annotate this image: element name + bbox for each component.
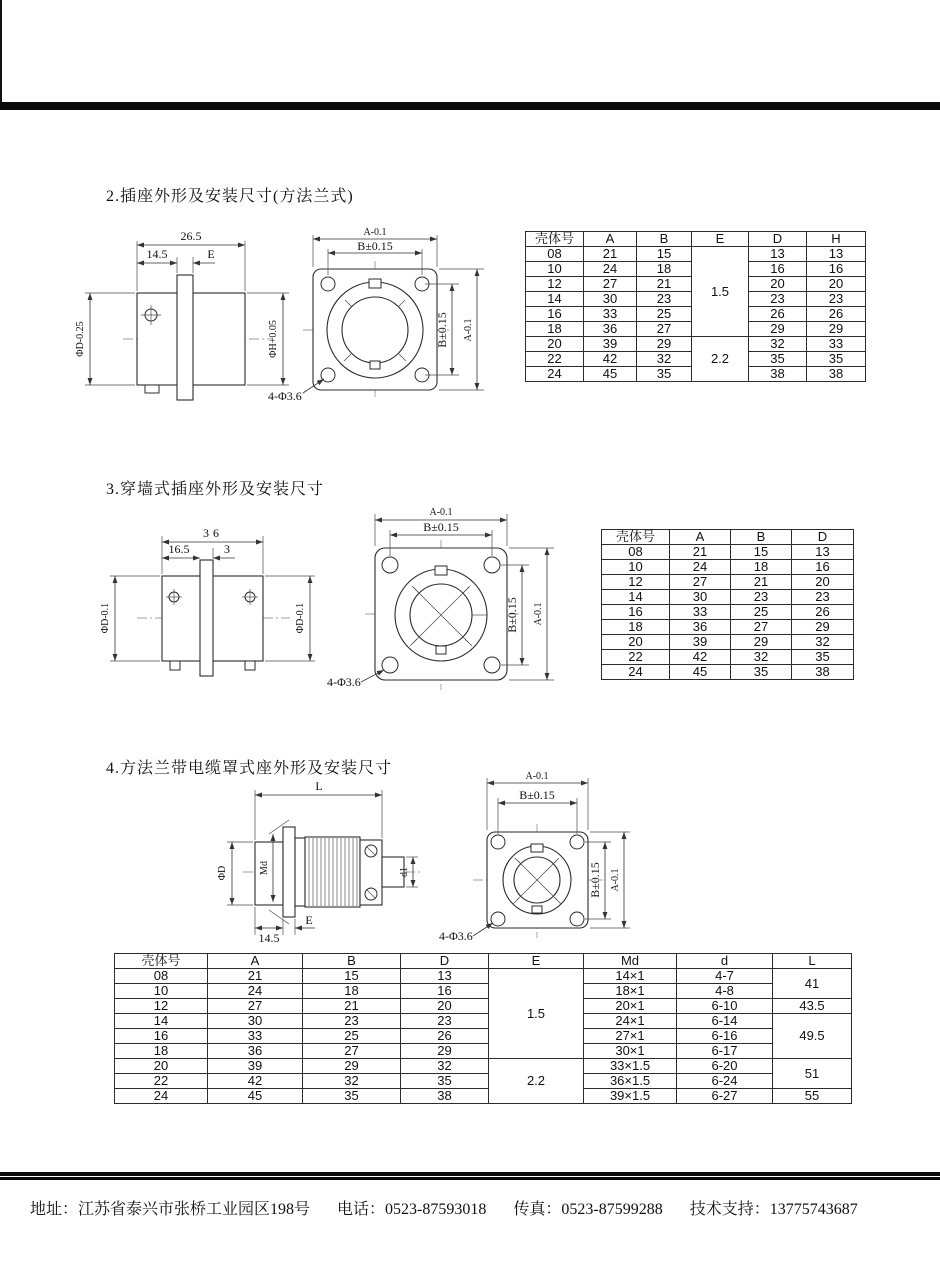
dim-label-a-side: A-0.1 — [463, 318, 474, 342]
table-cell: 23 — [807, 292, 866, 307]
table-cell: 25 — [731, 605, 792, 620]
section-title-wall-socket: 3.穿墙式插座外形及安装尺寸 — [106, 481, 325, 498]
table-header-cell: D — [792, 530, 854, 545]
table-header-cell: Md — [584, 954, 677, 969]
table-cell: 35 — [637, 367, 692, 382]
table-cell: 24 — [670, 560, 731, 575]
table-cell: 27 — [637, 322, 692, 337]
table-header-cell: E — [489, 954, 584, 969]
table-cell: 45 — [208, 1089, 303, 1104]
wall-socket-dimension-table — [601, 529, 854, 680]
table-cell: 36 — [208, 1044, 303, 1059]
cable-clamp-drawing — [215, 770, 665, 952]
table-cell: 23 — [303, 1014, 401, 1029]
table-cell: 29 — [401, 1044, 489, 1059]
table-cell: 16 — [602, 605, 670, 620]
table-cell: 24 — [584, 262, 637, 277]
table-header-cell: D — [749, 232, 807, 247]
table-cell: 16 — [792, 560, 854, 575]
table-cell: 32 — [303, 1074, 401, 1089]
footer-address: 地址：江苏省泰兴市张桥工业园区198号 — [30, 1201, 311, 1218]
table-cell: 22 — [602, 650, 670, 665]
table-cell: 2.2 — [489, 1059, 584, 1104]
table-cell: 20 — [401, 999, 489, 1014]
table-cell: 14 — [526, 292, 584, 307]
table-cell: 32 — [749, 337, 807, 352]
dim-label-b-side: B±0.15 — [588, 862, 602, 898]
table-cell: 13 — [749, 247, 807, 262]
table-header-cell: d — [677, 954, 773, 969]
table-cell: 33×1.5 — [584, 1059, 677, 1074]
table-cell: 13 — [401, 969, 489, 984]
table-cell: 32 — [731, 650, 792, 665]
front-view — [327, 507, 554, 690]
table-cell: 15 — [731, 545, 792, 560]
table-cell: 24 — [208, 984, 303, 999]
table-cell: 23 — [749, 292, 807, 307]
table-cell: 35 — [807, 352, 866, 367]
dim-label-thread: Md — [259, 861, 270, 875]
table-cell: 27 — [670, 575, 731, 590]
table-cell: 10 — [115, 984, 208, 999]
table-cell: 27 — [731, 620, 792, 635]
table-cell: 18 — [637, 262, 692, 277]
dim-label-b-top: B±0.15 — [423, 520, 459, 534]
table-cell: 38 — [807, 367, 866, 382]
dim-label-b-top: B±0.15 — [519, 788, 555, 802]
table-cell: 21 — [731, 575, 792, 590]
dim-label-shell-dia-right: ΦD-0.1 — [295, 602, 306, 634]
table-cell: 1.5 — [692, 247, 749, 337]
table-cell: 20×1 — [584, 999, 677, 1014]
table-cell: 6-20 — [677, 1059, 773, 1074]
table-cell: 24 — [526, 367, 584, 382]
table-header-cell: 壳体号 — [602, 530, 670, 545]
flange-socket-drawing — [75, 215, 515, 420]
table-cell: 6-24 — [677, 1074, 773, 1089]
table-header-cell: B — [637, 232, 692, 247]
table-cell: 51 — [773, 1059, 852, 1089]
table-cell: 13 — [807, 247, 866, 262]
table-cell: 23 — [792, 590, 854, 605]
table-cell: 39×1.5 — [584, 1089, 677, 1104]
table-cell: 26 — [792, 605, 854, 620]
footer-fax: 传真：0523-87599288 — [513, 1201, 663, 1218]
table-cell: 30×1 — [584, 1044, 677, 1059]
front-view — [439, 771, 630, 943]
table-cell: 21 — [303, 999, 401, 1014]
dim-label-b-side: B±0.15 — [505, 597, 519, 633]
table-cell: 16 — [401, 984, 489, 999]
table-cell: 35 — [303, 1089, 401, 1104]
table-cell: 32 — [637, 352, 692, 367]
side-view — [75, 229, 289, 400]
table-cell: 6-16 — [677, 1029, 773, 1044]
flange-socket-dimension-table — [525, 231, 866, 382]
table-cell: 14 — [115, 1014, 208, 1029]
table-cell: 6-17 — [677, 1044, 773, 1059]
table-cell: 14 — [602, 590, 670, 605]
table-cell: 20 — [792, 575, 854, 590]
table-cell: 42 — [584, 352, 637, 367]
table-cell: 29 — [637, 337, 692, 352]
table-cell: 35 — [401, 1074, 489, 1089]
table-cell: 18 — [526, 322, 584, 337]
table-cell: 23 — [637, 292, 692, 307]
table-cell: 1.5 — [489, 969, 584, 1059]
dim-label-a-side: A-0.1 — [610, 868, 621, 892]
table-header-cell: B — [303, 954, 401, 969]
table-cell: 32 — [792, 635, 854, 650]
table-cell: 26 — [749, 307, 807, 322]
table-cell: 22 — [526, 352, 584, 367]
table-cell: 29 — [792, 620, 854, 635]
table-cell: 21 — [670, 545, 731, 560]
table-cell: 27 — [208, 999, 303, 1014]
section-title-flange-socket: 2.插座外形及安装尺寸(方法兰式) — [106, 188, 354, 205]
table-cell: 24×1 — [584, 1014, 677, 1029]
table-cell: 20 — [749, 277, 807, 292]
table-cell: 16 — [749, 262, 807, 277]
table-cell: 12 — [526, 277, 584, 292]
table-cell: 42 — [670, 650, 731, 665]
table-header-cell: B — [731, 530, 792, 545]
front-view — [268, 227, 484, 403]
table-cell: 18 — [115, 1044, 208, 1059]
table-cell: 15 — [303, 969, 401, 984]
dim-label-flange-offset: 14.5 — [146, 247, 168, 261]
bottom-rule — [0, 1172, 940, 1180]
dim-label-b-top: B±0.15 — [357, 239, 393, 253]
table-cell: 33 — [670, 605, 731, 620]
table-header-cell: 壳体号 — [115, 954, 208, 969]
table-cell: 6-27 — [677, 1089, 773, 1104]
table-cell: 16 — [807, 262, 866, 277]
table-cell: 33 — [584, 307, 637, 322]
table-cell: 33 — [208, 1029, 303, 1044]
table-cell: 08 — [526, 247, 584, 262]
table-cell: 23 — [401, 1014, 489, 1029]
table-cell: 08 — [115, 969, 208, 984]
side-view — [217, 779, 420, 945]
table-cell: 27 — [303, 1044, 401, 1059]
table-cell: 6-14 — [677, 1014, 773, 1029]
dim-label-shell-dia-left: ΦD-0.1 — [100, 602, 111, 634]
dim-label-mid-offset: 3 — [224, 542, 230, 556]
top-rule — [0, 102, 940, 110]
table-cell: 39 — [584, 337, 637, 352]
dim-label-cable-dia: d1 — [399, 867, 410, 877]
table-cell: 16 — [526, 307, 584, 322]
dim-label-a-top: A-0.1 — [429, 507, 453, 518]
table-cell: 21 — [637, 277, 692, 292]
table-cell: 49.5 — [773, 1014, 852, 1059]
table-cell: 20 — [807, 277, 866, 292]
table-cell: 16 — [115, 1029, 208, 1044]
table-cell: 29 — [731, 635, 792, 650]
table-cell: 35 — [792, 650, 854, 665]
dim-label-mount-holes: 4-Φ3.6 — [268, 389, 302, 403]
cable-clamp-dimension-table — [114, 953, 852, 1104]
dimension-table — [114, 953, 852, 1104]
table-cell: 30 — [208, 1014, 303, 1029]
table-header-cell: A — [670, 530, 731, 545]
table-cell: 42 — [208, 1074, 303, 1089]
table-cell: 38 — [749, 367, 807, 382]
table-cell: 29 — [807, 322, 866, 337]
table-cell: 35 — [731, 665, 792, 680]
table-cell: 25 — [303, 1029, 401, 1044]
table-header-cell: A — [208, 954, 303, 969]
dim-label-flange-e: E — [305, 913, 313, 927]
dim-label-a-side: A-0.1 — [533, 602, 544, 626]
wall-socket-drawing — [75, 498, 595, 710]
table-cell: 32 — [401, 1059, 489, 1074]
table-header-cell: L — [773, 954, 852, 969]
table-cell: 14×1 — [584, 969, 677, 984]
dim-label-flange-offset: 14.5 — [258, 931, 280, 945]
table-header-cell: A — [584, 232, 637, 247]
table-cell: 27 — [584, 277, 637, 292]
table-cell: 41 — [773, 969, 852, 999]
dim-label-left-offset: 16.5 — [168, 542, 190, 556]
side-view — [100, 526, 315, 676]
table-cell: 39 — [208, 1059, 303, 1074]
table-cell: 30 — [584, 292, 637, 307]
table-cell: 39 — [670, 635, 731, 650]
table-cell: 25 — [637, 307, 692, 322]
table-cell: 29 — [749, 322, 807, 337]
dim-label-boss-dia: ΦH+0.05 — [268, 320, 279, 358]
table-cell: 23 — [731, 590, 792, 605]
table-cell: 36×1.5 — [584, 1074, 677, 1089]
table-cell: 24 — [602, 665, 670, 680]
table-cell: 18 — [731, 560, 792, 575]
table-cell: 4-7 — [677, 969, 773, 984]
table-cell: 20 — [115, 1059, 208, 1074]
dimension-table — [525, 231, 866, 382]
dim-label-b-side: B±0.15 — [435, 312, 449, 348]
table-cell: 13 — [792, 545, 854, 560]
table-cell: 6-10 — [677, 999, 773, 1014]
table-cell: 20 — [602, 635, 670, 650]
table-cell: 38 — [792, 665, 854, 680]
table-cell: 24 — [115, 1089, 208, 1104]
table-cell: 26 — [807, 307, 866, 322]
dim-label-a-top: A-0.1 — [525, 771, 549, 782]
table-cell: 10 — [526, 262, 584, 277]
table-cell: 2.2 — [692, 337, 749, 382]
dim-label-mount-holes: 4-Φ3.6 — [327, 675, 361, 689]
table-cell: 22 — [115, 1074, 208, 1089]
dim-label-shell-dia: ΦD — [217, 865, 228, 881]
dim-label-overall: 36 — [203, 526, 223, 540]
table-cell: 12 — [115, 999, 208, 1014]
footer-phone: 电话：0523-87593018 — [337, 1201, 487, 1218]
table-cell: 26 — [401, 1029, 489, 1044]
table-cell: 29 — [303, 1059, 401, 1074]
table-cell: 45 — [670, 665, 731, 680]
dim-label-a-top: A-0.1 — [363, 227, 387, 238]
table-cell: 36 — [670, 620, 731, 635]
dim-label-flange-e: E — [207, 247, 215, 261]
table-cell: 21 — [584, 247, 637, 262]
dim-label-overall: 26.5 — [180, 229, 202, 243]
table-cell: 15 — [637, 247, 692, 262]
table-header-cell: H — [807, 232, 866, 247]
table-cell: 36 — [584, 322, 637, 337]
table-cell: 18 — [303, 984, 401, 999]
table-cell: 55 — [773, 1089, 852, 1104]
table-cell: 10 — [602, 560, 670, 575]
table-cell: 43.5 — [773, 999, 852, 1014]
table-cell: 20 — [526, 337, 584, 352]
footer-support: 技术支持：13775743687 — [689, 1201, 858, 1218]
dimension-table — [601, 529, 854, 680]
table-cell: 4-8 — [677, 984, 773, 999]
table-header-cell: 壳体号 — [526, 232, 584, 247]
table-cell: 30 — [670, 590, 731, 605]
footer — [30, 1196, 920, 1219]
dim-label-mount-holes: 4-Φ3.6 — [439, 929, 473, 943]
dim-label-shell-dia: ΦD-0.25 — [75, 321, 86, 357]
table-cell: 08 — [602, 545, 670, 560]
table-cell: 33 — [807, 337, 866, 352]
table-header-cell: D — [401, 954, 489, 969]
table-cell: 35 — [749, 352, 807, 367]
table-cell: 18 — [602, 620, 670, 635]
table-cell: 12 — [602, 575, 670, 590]
section-title-cable-clamp: 4.方法兰带电缆罩式座外形及安装尺寸 — [106, 760, 393, 777]
table-cell: 21 — [208, 969, 303, 984]
table-cell: 27×1 — [584, 1029, 677, 1044]
table-cell: 38 — [401, 1089, 489, 1104]
table-cell: 45 — [584, 367, 637, 382]
page-edge-line — [0, 0, 2, 102]
table-cell: 18×1 — [584, 984, 677, 999]
dim-label-length: L — [315, 779, 323, 793]
table-header-cell: E — [692, 232, 749, 247]
